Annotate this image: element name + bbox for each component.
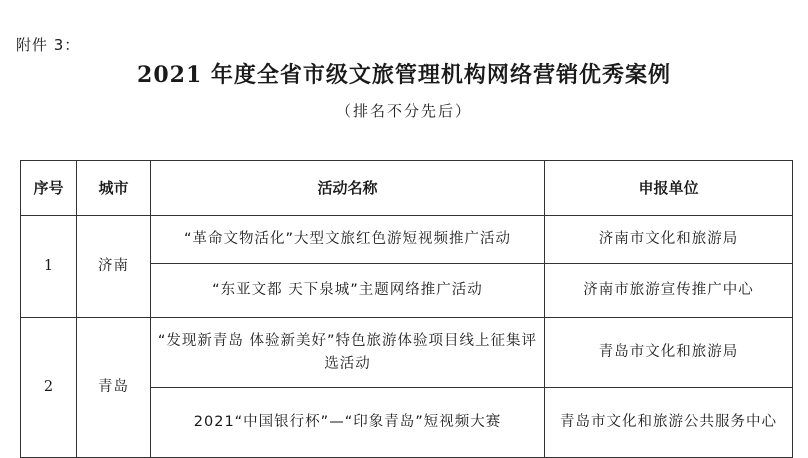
- activity-cell: “革命文物活化”大型文旅红色游短视频推广活动: [151, 216, 545, 264]
- header-no: 序号: [21, 161, 77, 216]
- activity-cell: “发现新青岛 体验新美好”特色旅游体验项目线上征集评选活动: [151, 318, 545, 388]
- row-number: 2: [21, 318, 77, 458]
- activity-cell: 2021“中国银行杯”—“印象青岛”短视频大赛: [151, 388, 545, 458]
- activity-cell: “东亚文都 天下泉城”主题网络推广活动: [151, 264, 545, 318]
- header-activity: 活动名称: [151, 161, 545, 216]
- attachment-label: 附件 3：: [16, 36, 81, 54]
- table-row: [21, 216, 793, 264]
- document-title: 2021 年度全省市级文旅管理机构网络营销优秀案例: [137, 62, 671, 88]
- table-row: [21, 318, 793, 388]
- city-cell: 济南: [77, 216, 151, 318]
- header-unit: 申报单位: [545, 161, 793, 216]
- unit-cell: 青岛市文化和旅游局: [545, 318, 793, 388]
- table-header-row: [21, 161, 793, 216]
- unit-cell: 济南市文化和旅游局: [545, 216, 793, 264]
- city-cell: 青岛: [77, 318, 151, 458]
- row-number: 1: [21, 216, 77, 318]
- header-city: 城市: [77, 161, 151, 216]
- cases-table: [20, 160, 793, 458]
- unit-cell: 青岛市文化和旅游公共服务中心: [545, 388, 793, 458]
- unit-cell: 济南市旅游宣传推广中心: [545, 264, 793, 318]
- document-subtitle: （排名不分先后）: [335, 102, 472, 120]
